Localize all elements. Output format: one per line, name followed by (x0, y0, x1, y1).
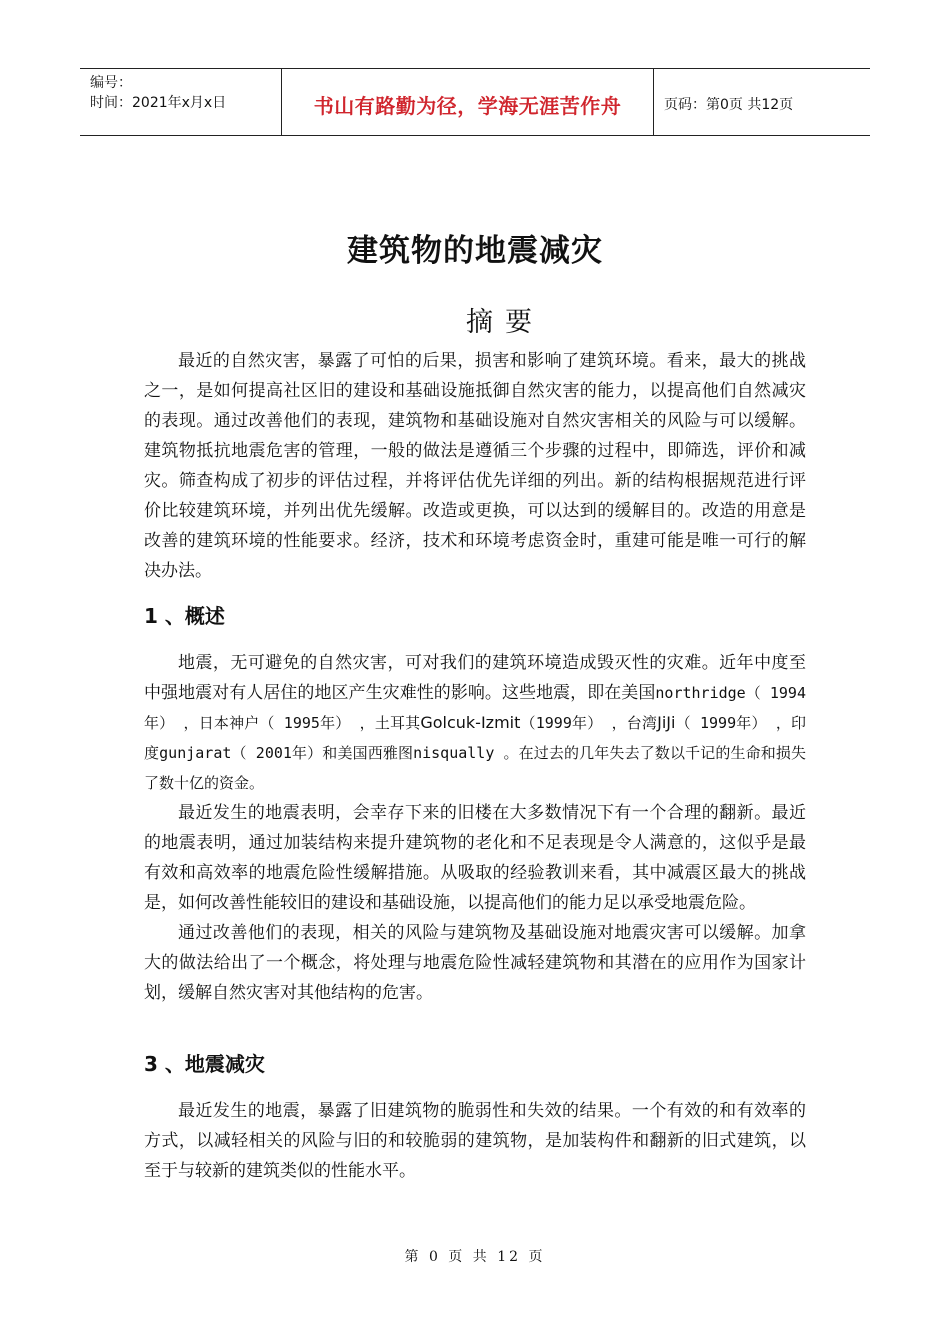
section-3-heading: 3 、地震减灾 (144, 1052, 265, 1076)
header-motto-cell (282, 69, 654, 135)
section-1-p1-text-f: （ 1999年） ，印度gunjarat（ 2001年）和美国西雅图nisqually 。在过去的几年失去了数以千记的生命和损失了数十亿的资金。 (144, 714, 806, 792)
page-footer: 第 0 页 共 12 页 (404, 1249, 546, 1265)
section-1-heading: 1 、概述 (144, 604, 225, 628)
section-1-paragraph-3: 通过改善他们的表现，相关的风险与建筑物及基础设施对地震灾害可以缓解。加拿大的做法给出了一个概念，将处理与地震危险性减轻建筑物和其潜在的应用作为国家计划，缓解自然灾害对其他结构的危害。 (144, 923, 806, 1003)
section-1-paragraph-1 (144, 648, 806, 798)
section-1-body (144, 648, 806, 1008)
header-meta (80, 69, 282, 135)
section-1-p1-text-d: （1999年） ，台湾 (520, 714, 658, 732)
header-page-cell (654, 69, 870, 135)
section-1-p1-text-a: 地震，无可避免的自然灾害，可对我们的建筑环境造成毁灭性的灾难。近年中度至中强地震对有人居住的地区产生灾难性的影响。这些地震，即在美国 (144, 653, 806, 703)
section-3-body (144, 1096, 806, 1186)
abstract-heading: 摘要 (466, 307, 544, 338)
header-motto: 书山有路勤为径，学海无涯苦作舟 (313, 93, 622, 118)
section-1-p1-text-c: Golcuk-Izmit (420, 713, 521, 732)
section-1-p1-text-b: northridge（ 1994年） ，日本神户（ 1995年） ，土耳其 (144, 684, 806, 732)
document-title: 建筑物的地震减灾 (347, 233, 603, 269)
abstract-paragraph: 最近的自然灾害，暴露了可怕的后果，损害和影响了建筑环境。看来，最大的挑战之一，是如何提高社区旧的建设和基础设施抵御自然灾害的能力，以提高他们自然减灾的表现。通过改善他们的表现，建筑物和基础设施对自然灾害相关的风险与可以缓解。建筑物抵抗地震危害的管理，一般的做法是遵循三个步骤的过程中，即筛选，评价和减灾。筛查构成了初步的评估过程，并将评估优先详细的列出。新的结构根据规范进行评价比较建筑环境，并列出优先缓解。改造或更换，可以达到的缓解目的。改造的用意是改善的建筑环境的性能要求。经济，技术和环境考虑资金时，重建可能是唯一可行的解决办法。 (144, 351, 806, 581)
document-header (80, 68, 870, 136)
section-1-p1-text-e: JiJi (657, 713, 676, 732)
section-1-paragraph-2: 最近发生的地震表明，会幸存下来的旧楼在大多数情况下有一个合理的翻新。最近的地震表明，通过加装结构来提升建筑物的老化和不足表现是令人满意的，这似乎是最有效和高效率的地震危险性缓解措施。从吸取的经验教训来看，其中减震区最大的挑战是，如何改善性能较旧的建设和基础设施，以提高他们的能力足以承受地震危险。 (144, 803, 806, 913)
document-number-label: 编号： (90, 75, 132, 91)
abstract-block (144, 346, 806, 586)
section-3-paragraph-1: 最近发生的地震，暴露了旧建筑物的脆弱性和失效的结果。一个有效的和有效率的方式，以减轻相关的风险与旧的和较脆弱的建筑物，是加装构件和翻新的旧式建筑，以至于与较新的建筑类似的性能水平。 (144, 1101, 806, 1181)
header-page-label: 页码：第0页 共12页 (664, 97, 794, 113)
document-date-label: 时间：2021年x月x日 (90, 95, 227, 111)
